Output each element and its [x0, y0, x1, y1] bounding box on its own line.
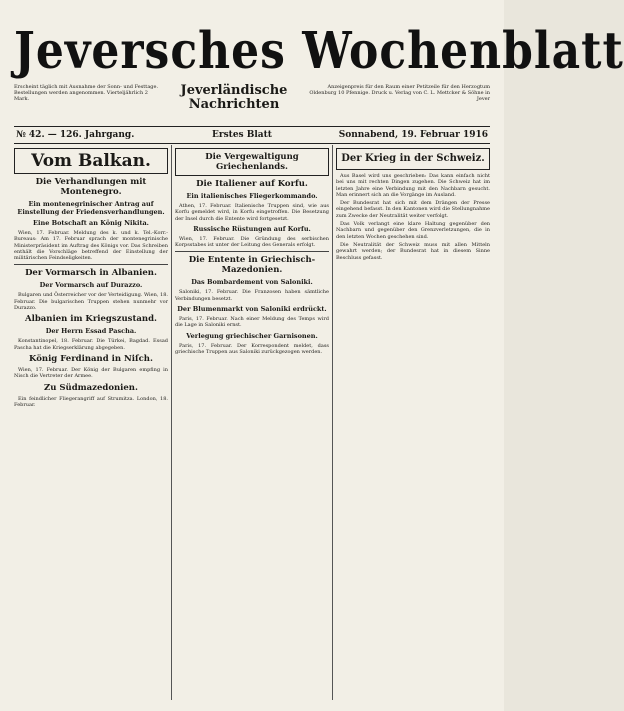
article-subheading: Eine Botschaft an König Nikita. — [33, 219, 149, 227]
article-heading: Verlegung griechischer Garnisonen. — [186, 331, 318, 340]
headline: Die Vergewaltigung Griechenlands. — [205, 152, 299, 172]
subscription-info: Erscheint täglich mit Ausnahme der Sonn- und Festtage. Bestellungen werden angenommen. Vierteljährlich 2 Mark. — [14, 84, 159, 102]
article-heading: Die Entente in Griechisch-Mazedonien. — [188, 255, 316, 276]
article-text: Das Volk verlangt eine klare Haltung gegenüber den Nachbarn und gegenüber den Grenzverletzungen, die in den letzten Wochen geschehen sind. — [336, 221, 490, 240]
issue-date: Sonnabend, 19. Februar 1916 — [338, 130, 488, 140]
article-text: Die Neutralität der Schweiz muss mit allen Mitteln gewahrt werden; der Bundesrat hat in diesem Sinne Beschluss gefasst. — [336, 241, 490, 261]
article-text: Der Bundesrat hat sich mit dem Drängen der Presse eingehend befasst. In den Kantonen wird die Stellungnahme zum Zwecke der Neutralität weiter verfolgt. — [336, 200, 490, 219]
article-subheading: Ein italienisches Fliegerkommando. — [186, 192, 318, 200]
article-text: Saloniki, 17. Februar. Die Franzosen haben sämtliche Verbindungen besetzt. — [175, 289, 329, 302]
separator — [175, 251, 329, 252]
masthead-subheader — [14, 84, 490, 120]
headline: Der Krieg in der Schweiz. — [341, 153, 485, 164]
edition-label: Erstes Blatt — [212, 130, 272, 140]
article-heading: Zu Südmazedonien. — [44, 382, 138, 393]
article-heading: Der Blumenmarkt von Saloniki erdrückt. — [177, 305, 327, 314]
article-text: Paris, 17. Februar. Nach einer Meldung des Temps wird die Lage in Saloniki ernst. — [175, 316, 329, 329]
column-3 — [336, 145, 490, 700]
headline-box — [336, 148, 490, 170]
advertising-info: Anzeigenpreis für den Raum einer Petitzeile für den Herzogtum Oldenburg 10 Pfennige. Druck u. Verlag von C. L. Mettcker & Söhne in Jever — [309, 84, 490, 102]
article-text: Athen, 17. Februar. Italienische Truppen sind, wie aus Korfu gemeldet wird, in Korfu eingetroffen. Die Besetzung der Insel durch die Entente wird fortgesetzt. — [175, 203, 329, 222]
issue-number: № 42. — 126. Jahrgang. — [16, 130, 135, 140]
separator — [14, 264, 168, 265]
article-heading: Die Italiener auf Korfu. — [196, 179, 308, 189]
column-1 — [14, 145, 168, 700]
headline-box — [14, 148, 168, 174]
masthead-subtitle — [174, 84, 294, 112]
article-heading: Russische Rüstungen auf Korfu. — [193, 224, 311, 233]
article-text: Konstantinopel, 18. Februar. Die Türkei, Bagdad. Essad Pascha hat die Kriegserklärung abgegeben. — [14, 338, 168, 351]
article-text: Paris, 17. Februar. Der Korrespondent meldet, dass griechische Truppen aus Saloniki zurückgezogen werden. — [175, 342, 329, 355]
article-heading: Die Verhandlungen mit Montenegro. — [35, 177, 147, 197]
article-text: Wien, 17. Februar. Meldung des k. und k. Tel.-Korr.-Bureaus: Am 17. Februar sprach der montenegrinische Ministerpräsident im Auftrag des Königs vor. Das Schreiben enthält die Vorschläge betreffend der Einstellung der militärischen Feindseligkeiten. — [14, 230, 168, 262]
article-heading: Albanien im Kriegszustand. — [25, 314, 157, 325]
column-divider — [171, 145, 172, 700]
article-subheading: Der Vormarsch auf Durazzo. — [39, 281, 143, 290]
article-text: Wien, 17. Februar. Die Gründung des serbischen Korpsstabes ist unter der Leitung des Generals erfolgt. — [175, 235, 329, 249]
article-text: Wien, 17. Februar. Der König der Bulgaren empfing in Nisch die Vertreter der Armee. — [14, 366, 168, 380]
headline-box — [175, 148, 329, 176]
article-text: Bulgaren und Österreicher vor der Verteidigung. Wien, 18. Februar. Die bulgarischen Truppen stehen nunmehr vor Durazzo. — [14, 292, 168, 312]
headline: Vom Balkan. — [31, 151, 151, 171]
dateline — [14, 126, 490, 144]
article-subheading: Der Herrn Essad Pascha. — [45, 327, 137, 336]
article-subheading: Ein montenegrinischer Antrag auf Einstellung der Friedensverhandlungen. — [17, 200, 165, 216]
column-2 — [175, 145, 329, 700]
subtitle-line-1: Jeverländische — [180, 83, 288, 98]
column-divider — [332, 145, 333, 700]
article-text: Ein feindlicher Fliegerangriff auf Strumitza. London, 18. Februar. — [14, 395, 168, 408]
article-heading: König Ferdinand in Niſch. — [29, 353, 153, 364]
subtitle-line-2: Nachrichten — [188, 97, 280, 112]
article-heading: Der Vormarsch in Albanien. — [25, 268, 157, 279]
article-subheading: Das Bombardement von Saloniki. — [191, 278, 313, 287]
masthead-title: Jeversches Wochenblatt — [14, 22, 624, 81]
article-text: Aus Basel wird uns geschrieben: Das kann einfach nicht bei uns mit rechten Dingen zugehen. Die Schweiz hat im letzten Jahre eine Verbindung mit den Nachbarn gesucht. Man erinnert sich an die Vorgänge im Ausland. — [336, 173, 490, 198]
